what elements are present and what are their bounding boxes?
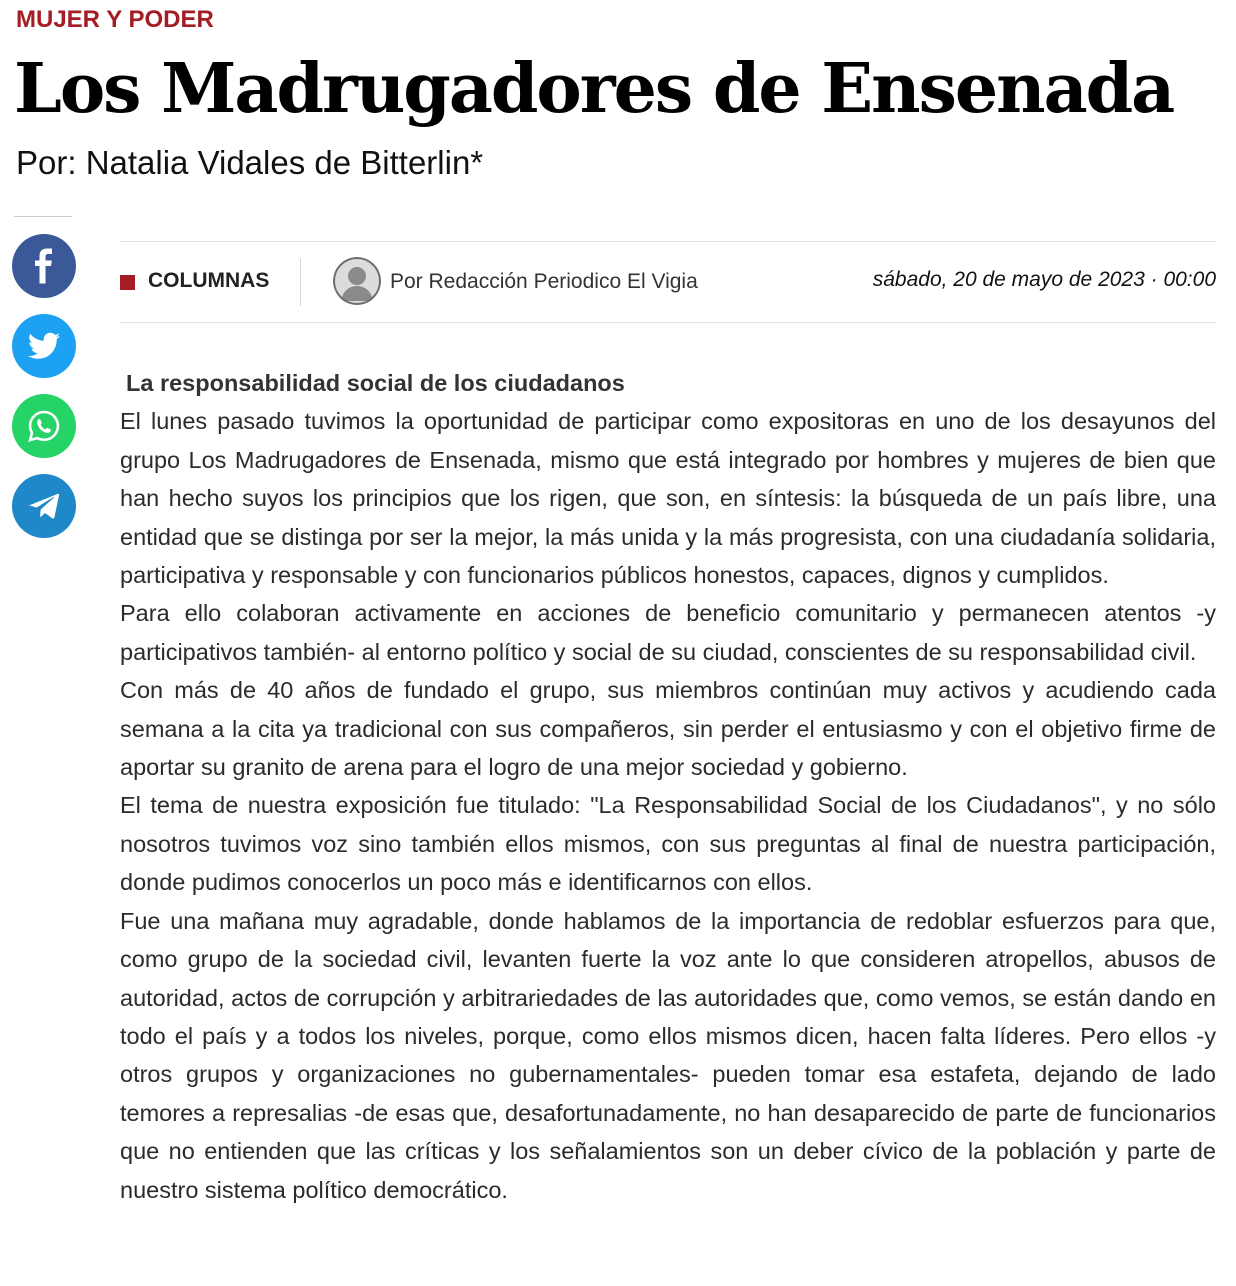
article-title: Los Madrugadores de Ensenada	[14, 49, 1174, 129]
article-body	[120, 364, 1216, 1209]
share-divider	[14, 216, 72, 217]
telegram-icon	[28, 492, 60, 520]
article-paragraph: El tema de nuestra exposición fue titulado: "La Responsabilidad Social de los Ciudadanos", y no sólo nosotros tuvimos voz sino también ellos mismos, con sus preguntas al final de nuestra participación, donde pudimos conocerlos un poco más e identificarnos con ellos.	[120, 792, 1216, 896]
whatsapp-icon	[27, 409, 61, 443]
category-link[interactable]: COLUMNAS	[148, 269, 270, 292]
article-paragraph: Con más de 40 años de fundado el grupo, sus miembros continúan muy activos y acudiendo cada semana a la cita ya tradicional con sus compañeros, sin perder el entusiasmo y con el objetivo firme de aportar su granito de arena para el logro de una mejor sociedad y gobierno.	[120, 677, 1216, 781]
article-byline: Por: Natalia Vidales de Bitterlin*	[16, 144, 484, 181]
author-name[interactable]: Por Redacción Periodico El Vigia	[390, 270, 698, 293]
section-label[interactable]: MUJER Y PODER	[16, 6, 214, 33]
category-marker	[120, 275, 135, 290]
article-subheading: La responsabilidad social de los ciudadanos	[126, 370, 625, 396]
meta-divider	[300, 258, 301, 306]
author-avatar	[333, 257, 381, 305]
whatsapp-share-button[interactable]	[12, 394, 76, 458]
telegram-share-button[interactable]	[12, 474, 76, 538]
article-meta-bar	[120, 241, 1216, 323]
facebook-icon	[29, 248, 59, 284]
user-icon	[333, 257, 381, 305]
publish-date: sábado, 20 de mayo de 2023 · 00:00	[872, 268, 1216, 291]
twitter-icon	[28, 332, 60, 360]
facebook-share-button[interactable]	[12, 234, 76, 298]
article-paragraph: El lunes pasado tuvimos la oportunidad de participar como expositoras en uno de los desayunos del grupo Los Madrugadores de Ensenada, mismo que está integrado por hombres y mujeres de bien que han hecho suyos los principios que los rigen, que son, en síntesis: la búsqueda de un país libre, una entidad que se distinga por ser la mejor, la más unida y la más progresista, con una ciudadanía solidaria, participativa y responsable y con funcionarios públicos honestos, capaces, dignos y cumplidos.	[120, 408, 1216, 589]
article-paragraph: Para ello colaboran activamente en acciones de beneficio comunitario y permanecen atentos -y participativos también- al entorno político y social de su ciudad, conscientes de su responsabilidad civil.	[120, 600, 1216, 665]
article-paragraph: Fue una mañana muy agradable, donde hablamos de la importancia de redoblar esfuerzos para que, como grupo de la sociedad civil, levanten fuerte la voz ante lo que consideren atropellos, abusos de autoridad, actos de corrupción y arbitrariedades de las autoridades que, como vemos, se están dando en todo el país y a todos los niveles, porque, como ellos mismos dicen, hacen falta líderes. Pero ellos -y otros grupos y organizaciones no gubernamentales- pueden tomar esa estafeta, dejando de lado temores a represalias -de esas que, desafortunadamente, no han desaparecido de parte de funcionarios que no entienden que las críticas y los señalamientos son un deber cívico de la población y parte de nuestro sistema político democrático.	[120, 907, 1216, 1203]
twitter-share-button[interactable]	[12, 314, 76, 378]
